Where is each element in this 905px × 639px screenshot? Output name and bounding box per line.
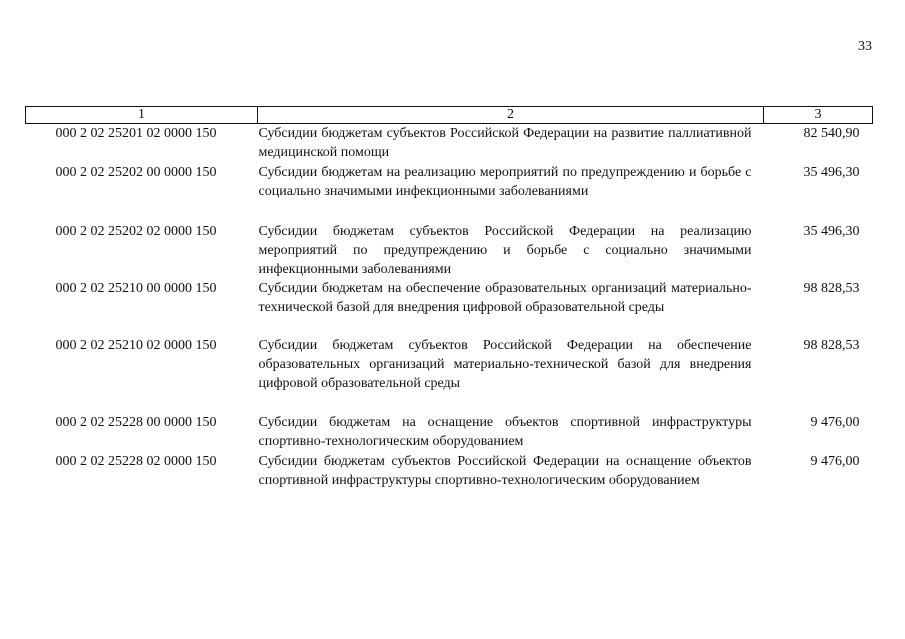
budget-code: 000 2 02 25201 02 0000 150 [55, 126, 217, 141]
table-row [26, 279, 873, 336]
item-amount: 35 496,30 [803, 164, 860, 180]
item-amount: 9 476,00 [810, 453, 860, 469]
item-name: Субсидии бюджетам субъектов Российской Федерации на обеспечение образовательных организаций материально-технической базой для внедрения цифровой образовательной среды [258, 337, 752, 391]
item-amount: 82 540,90 [803, 126, 860, 141]
table-row [26, 452, 873, 509]
budget-code: 000 2 02 25202 02 0000 150 [55, 223, 217, 239]
item-amount: 98 828,53 [803, 280, 860, 296]
table-row [26, 222, 873, 279]
item-amount: 98 828,53 [803, 337, 860, 353]
table-row [26, 124, 873, 163]
header-row [26, 107, 873, 124]
budget-code: 000 2 02 25202 00 0000 150 [55, 164, 217, 180]
budget-table [25, 106, 873, 509]
item-name: Субсидии бюджетам субъектов Российской Федерации на оснащение объектов спортивной инфраструктуры спортивно-технологическим оборудованием [258, 453, 752, 488]
table-row [26, 413, 873, 452]
item-name: Субсидии бюджетам субъектов Российской Федерации на развитие паллиативной медицинской помощи [258, 126, 752, 160]
item-amount: 9 476,00 [810, 414, 860, 430]
item-name: Субсидии бюджетам на оснащение объектов спортивной инфраструктуры спортивно-технологическим оборудованием [258, 414, 752, 449]
item-amount: 35 496,30 [803, 223, 860, 239]
header-column-2: 2 [258, 107, 764, 124]
page-number: 33 [858, 39, 872, 54]
header-column-3: 3 [764, 107, 873, 124]
item-name: Субсидии бюджетам на реализацию мероприятий по предупреждению и борьбе с социально значимыми инфекционными заболеваниями [258, 164, 752, 199]
table-row [26, 163, 873, 222]
budget-code: 000 2 02 25228 00 0000 150 [55, 414, 217, 430]
item-name: Субсидии бюджетам на обеспечение образовательных организаций материально-технической базой для внедрения цифровой образовательной среды [258, 280, 752, 315]
table-row [26, 336, 873, 413]
budget-code: 000 2 02 25210 02 0000 150 [55, 337, 217, 353]
budget-code: 000 2 02 25210 00 0000 150 [55, 280, 217, 296]
item-name: Субсидии бюджетам субъектов Российской Федерации на реализацию мероприятий по предупреждению и борьбе с социально значимыми инфекционными заболеваниями [258, 223, 752, 277]
budget-code: 000 2 02 25228 02 0000 150 [55, 453, 217, 469]
header-column-1: 1 [26, 107, 258, 124]
